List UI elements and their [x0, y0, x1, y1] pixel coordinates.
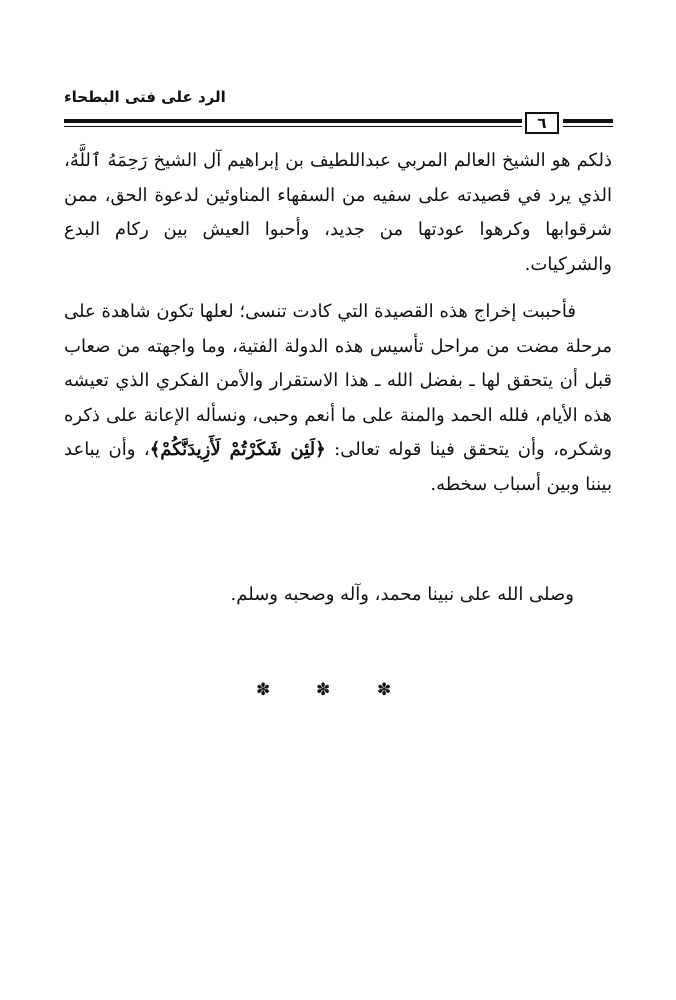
running-title: الرد على فتى البطحاء: [64, 88, 226, 106]
paragraph-1-part-2: ، الذي يرد في قصيدته على سفيه من السفهاء المناوئين لدعوة الحق، ممن شرقوابها وكرهوا عودتها من جديد، وأحبوا العيش بين ركام البدع والشركيات.: [64, 150, 612, 275]
paragraph-2-part-1: فأحببت إخراج هذه القصيدة التي كادت تنسى؛ لعلها تكون شاهدة على مرحلة مضت من مراحل تأسيس هذه الدولة الفتية، وما واجهته من صعاب قبل أن يتحقق لها ـ بفضل الله ـ هذا الاستقرار والأمن الفكري الذي تعيشه هذه الأيام، فلله الحمد والمنة على ما أنعم وحبى، ونسأله الإعانة على ذكره وشكره، وأن يتحقق فينا قوله تعالى:: [64, 301, 612, 460]
page-number: ٦: [525, 112, 559, 134]
paragraph-1-part-1: ذلكم هو الشيخ العالم المربي عبداللطيف بن إبراهيم آل الشيخ: [147, 150, 612, 171]
separator-star-icon: ✽: [316, 680, 331, 700]
separator-star-icon: ✽: [256, 680, 271, 700]
header-rule: [64, 119, 522, 127]
paragraph-1: [64, 144, 612, 282]
separator-star-icon: ✽: [377, 680, 392, 700]
ornamental-separator: [0, 680, 676, 700]
quran-verse: ﴿لَئِن شَكَرْتُمْ لَأَزِيدَنَّكُمْ﴾: [149, 439, 326, 460]
closing-line: وصلى الله على نبينا محمد، وآله وصحبه وسلم.: [230, 584, 574, 605]
paragraph-2-part-2: ، وأن يباعد بيننا وبين أسباب سخطه.: [64, 439, 612, 495]
body-text: [64, 144, 612, 502]
header-rule-tail: [563, 119, 613, 127]
paragraph-2: [64, 295, 612, 502]
honorific: رَحِمَهُ ٱللَّهُ: [69, 150, 148, 171]
